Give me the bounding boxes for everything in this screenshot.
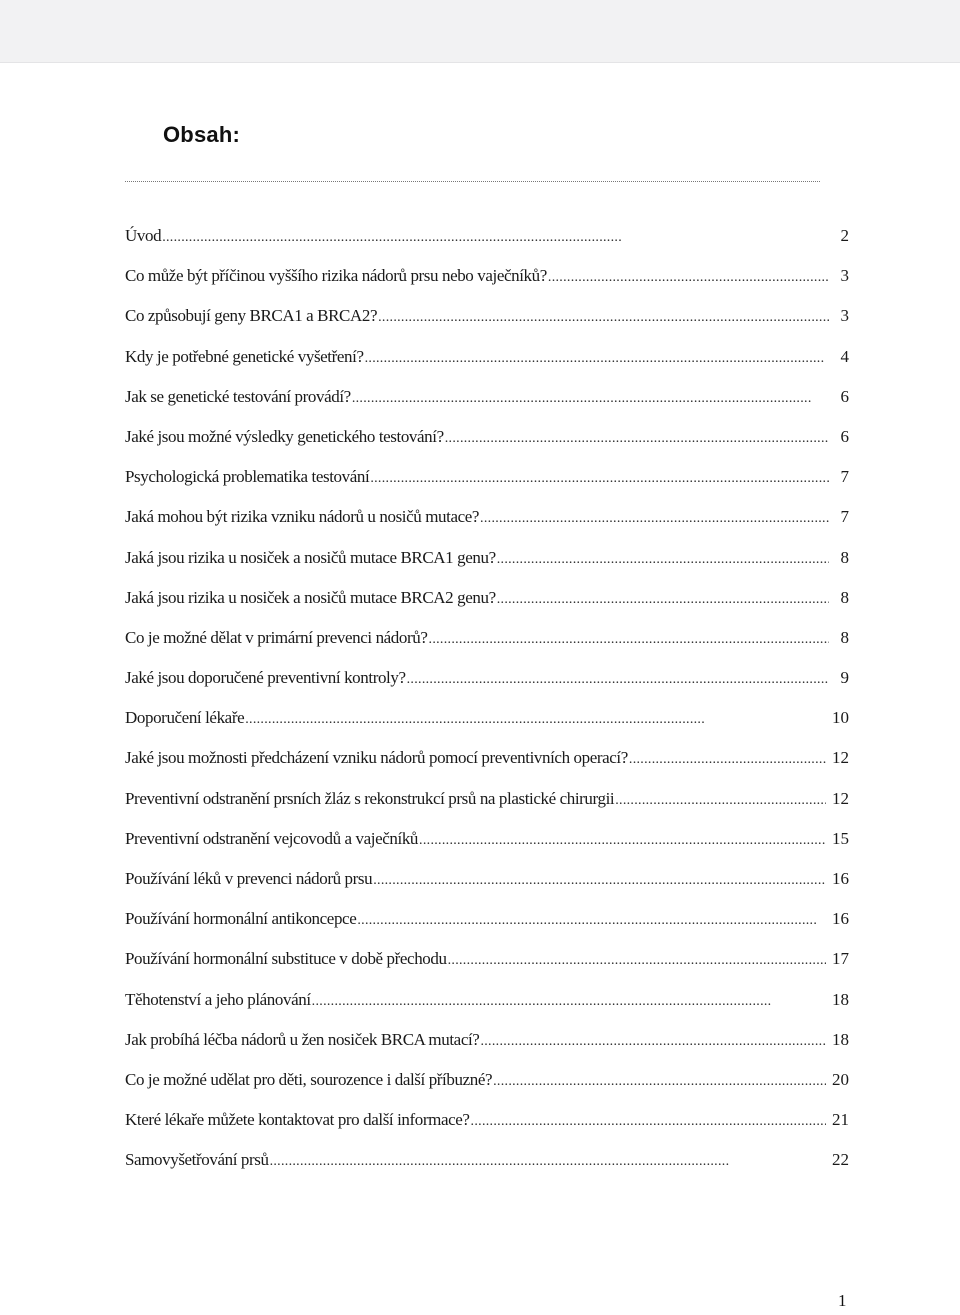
toc-dot-leader xyxy=(496,592,829,608)
toc-entry[interactable] xyxy=(125,1110,849,1150)
toc-entry-title[interactable]: Jaká mohou být rizika vzniku nádorů u nosičů mutace? xyxy=(125,507,480,527)
toc-entry[interactable] xyxy=(125,789,849,829)
toc-entry-title[interactable]: Psychologická problematika testování xyxy=(125,467,370,487)
toc-entry[interactable] xyxy=(125,266,849,306)
toc-entry-title[interactable]: Co je možné dělat v primární prevenci nádorů? xyxy=(125,627,428,647)
toc-dot-leader xyxy=(492,1074,826,1090)
toc-entry-title[interactable]: Jaké jsou doporučené preventivní kontroly? xyxy=(125,668,406,688)
toc-entry[interactable] xyxy=(125,467,849,507)
toc-entry-title[interactable]: Jak probíhá léčba nádorů u žen nosiček BRCA mutací? xyxy=(125,1029,480,1049)
toc-entry[interactable] xyxy=(125,1070,849,1110)
toc-entry-page[interactable]: 12 xyxy=(832,748,849,768)
toc-entry-page[interactable]: 8 xyxy=(840,547,849,567)
toc-entry[interactable] xyxy=(125,829,849,869)
toc-entry-title[interactable]: Používání hormonální substituce v době přechodu xyxy=(125,949,447,969)
toc-dot-leader xyxy=(479,1034,826,1050)
viewer-top-bar xyxy=(0,0,960,63)
toc-entry-page[interactable]: 7 xyxy=(840,507,849,527)
toc-dot-leader xyxy=(628,752,826,768)
toc-entry[interactable] xyxy=(125,1030,849,1070)
toc-dot-leader xyxy=(311,994,826,1010)
toc-entry[interactable] xyxy=(125,949,849,989)
toc-entry-page[interactable]: 20 xyxy=(832,1069,849,1089)
toc-entry[interactable] xyxy=(125,226,849,266)
toc-entry-page[interactable]: 7 xyxy=(840,467,849,487)
toc-entry[interactable] xyxy=(125,708,849,748)
toc-entry-title[interactable]: Používání léků v prevenci nádorů prsu xyxy=(125,869,373,888)
toc-entry-page[interactable]: 22 xyxy=(832,1150,849,1170)
toc-entry-title[interactable]: Samovyšetřování prsů xyxy=(125,1150,269,1170)
toc-dot-leader xyxy=(364,351,829,367)
toc-entry-title[interactable]: Co způsobují geny BRCA1 a BRCA2? xyxy=(125,306,378,326)
toc-entry[interactable] xyxy=(125,387,849,427)
toc-dot-leader xyxy=(269,1154,826,1170)
toc-entry-title[interactable]: Úvod xyxy=(125,226,162,245)
toc-dot-leader xyxy=(470,1114,826,1130)
toc-dot-leader xyxy=(351,391,829,407)
toc-entry[interactable] xyxy=(125,668,849,708)
heading-divider xyxy=(125,181,820,182)
toc-entry[interactable] xyxy=(125,427,849,467)
toc-entry-page[interactable]: 16 xyxy=(832,869,849,888)
toc-entry-page[interactable]: 10 xyxy=(832,708,849,728)
toc-entry-page[interactable]: 8 xyxy=(840,627,849,647)
toc-entry[interactable] xyxy=(125,306,849,346)
toc-dot-leader xyxy=(496,552,829,568)
toc-entry-page[interactable]: 8 xyxy=(840,587,849,607)
toc-entry[interactable] xyxy=(125,869,849,909)
toc-entry[interactable] xyxy=(125,628,849,668)
toc-dot-leader xyxy=(372,873,826,889)
toc-entry-page[interactable]: 16 xyxy=(832,909,849,929)
toc-entry-title[interactable]: Jaká jsou rizika u nosiček a nosičů mutace BRCA1 genu? xyxy=(125,547,496,567)
toc-entry-title[interactable]: Které lékaře můžete kontaktovat pro další informace? xyxy=(125,1110,470,1130)
toc-entry-page[interactable]: 3 xyxy=(840,266,849,286)
toc-entry-page[interactable]: 9 xyxy=(840,668,849,688)
toc-entry[interactable] xyxy=(125,990,849,1030)
toc-entry-page[interactable]: 15 xyxy=(832,828,849,848)
toc-entry[interactable] xyxy=(125,1150,849,1190)
toc-dot-leader xyxy=(547,270,829,286)
toc-entry[interactable] xyxy=(125,748,849,788)
toc-entry[interactable] xyxy=(125,548,849,588)
toc-entry-page[interactable]: 18 xyxy=(832,1029,849,1049)
toc-dot-leader xyxy=(444,431,829,447)
table-of-contents xyxy=(125,226,849,1191)
toc-dot-leader xyxy=(356,913,826,929)
toc-entry-page[interactable]: 2 xyxy=(840,226,849,245)
toc-dot-leader xyxy=(418,833,826,849)
toc-entry-page[interactable]: 17 xyxy=(832,949,849,969)
page-number: 1 xyxy=(838,1291,847,1310)
toc-entry-page[interactable]: 12 xyxy=(832,788,849,808)
toc-dot-leader xyxy=(428,632,829,648)
toc-entry-title[interactable]: Jaké jsou možnosti předcházení vzniku nádorů pomocí preventivních operací? xyxy=(125,748,628,768)
toc-entry-page[interactable]: 18 xyxy=(832,989,849,1009)
toc-entry[interactable] xyxy=(125,507,849,547)
toc-dot-leader xyxy=(377,310,829,326)
toc-entry-title[interactable]: Preventivní odstranění vejcovodů a vaječníků xyxy=(125,828,419,848)
toc-heading: Obsah: xyxy=(163,122,240,147)
toc-entry-title[interactable]: Jaká jsou rizika u nosiček a nosičů mutace BRCA2 genu? xyxy=(125,587,496,607)
toc-entry-title[interactable]: Co je možné udělat pro děti, sourozence i další příbuzné? xyxy=(125,1069,493,1089)
toc-entry-title[interactable]: Těhotenství a jeho plánování xyxy=(125,989,311,1009)
toc-entry-title[interactable]: Co může být příčinou vyššího rizika nádorů prsu nebo vaječníků? xyxy=(125,266,547,286)
toc-entry-page[interactable]: 4 xyxy=(840,346,849,366)
toc-dot-leader xyxy=(161,230,829,246)
toc-dot-leader xyxy=(447,953,826,969)
toc-entry-page[interactable]: 6 xyxy=(840,386,849,406)
toc-dot-leader xyxy=(406,672,829,688)
toc-entry-title[interactable]: Doporučení lékaře xyxy=(125,708,245,728)
toc-dot-leader xyxy=(614,793,826,809)
toc-entry-title[interactable]: Jaké jsou možné výsledky genetického testování? xyxy=(125,426,444,446)
toc-entry-page[interactable]: 3 xyxy=(840,306,849,326)
toc-dot-leader xyxy=(479,511,829,527)
toc-entry[interactable] xyxy=(125,588,849,628)
toc-entry[interactable] xyxy=(125,909,849,949)
toc-entry-page[interactable]: 6 xyxy=(840,426,849,446)
toc-dot-leader xyxy=(244,712,826,728)
toc-entry-title[interactable]: Používání hormonální antikoncepce xyxy=(125,909,357,929)
toc-entry[interactable] xyxy=(125,347,849,387)
toc-entry-title[interactable]: Preventivní odstranění prsních žláz s rekonstrukcí prsů na plastické chirurgii xyxy=(125,788,615,808)
toc-entry-title[interactable]: Kdy je potřebné genetické vyšetření? xyxy=(125,346,364,366)
toc-dot-leader xyxy=(369,471,829,487)
toc-entry-page[interactable]: 21 xyxy=(832,1110,849,1130)
toc-entry-title[interactable]: Jak se genetické testování provádí? xyxy=(125,386,351,406)
